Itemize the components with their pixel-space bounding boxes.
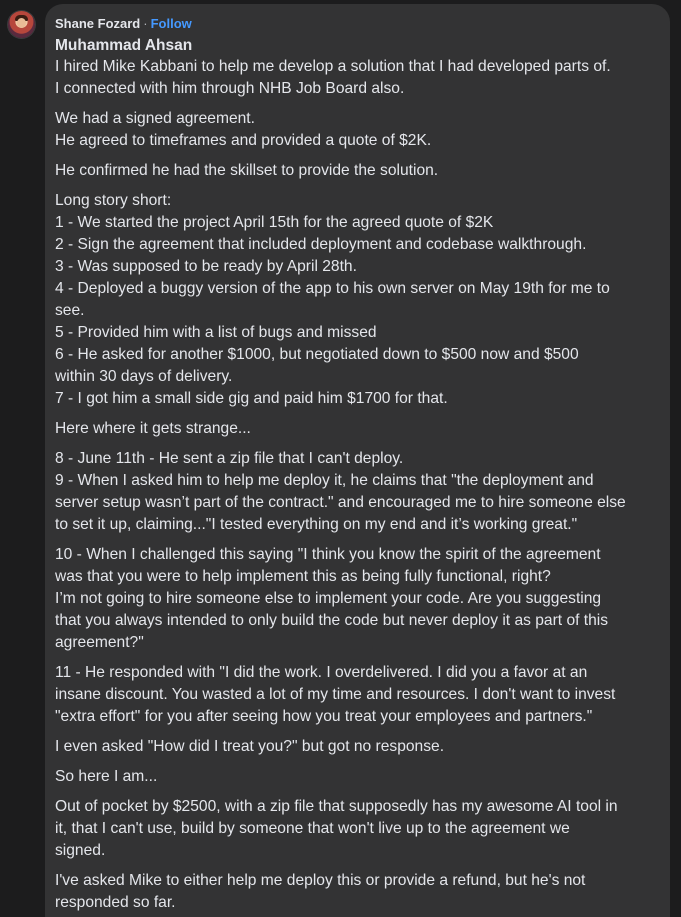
comment-line: I even asked "How did I treat you?" but got no response. bbox=[55, 738, 445, 755]
comment-line: I hired Mike Kabbani to help me develop a solution that I had developed parts of. bbox=[55, 58, 611, 75]
comment-paragraph bbox=[55, 160, 660, 182]
comment-line: 4 - Deployed a buggy version of the app to his own server on May 19th for me to bbox=[55, 280, 610, 297]
author-name[interactable]: Shane Fozard bbox=[55, 16, 141, 31]
comment-line: 6 - He asked for another $1000, but negotiated down to $500 now and $500 bbox=[55, 346, 579, 363]
comment-line: 5 - Provided him with a list of bugs and missed bbox=[55, 324, 377, 341]
comment-paragraph bbox=[55, 448, 660, 536]
comment-paragraph bbox=[55, 418, 660, 440]
comment-line: 9 - When I asked him to help me deploy it, he claims that "the deployment and bbox=[55, 472, 594, 489]
comment-line: to set it up, claiming..."I tested everything on my end and it’s working great." bbox=[55, 516, 578, 533]
comment-paragraph bbox=[55, 56, 660, 100]
comment-bubble bbox=[45, 4, 670, 917]
comment-line: that you always intended to only build the code but never deploy it as part of this bbox=[55, 612, 609, 629]
comment-line: Out of pocket by $2500, with a zip file that supposedly has my awesome AI tool in bbox=[55, 798, 618, 815]
comment-line: signed. bbox=[55, 842, 106, 859]
comment-line: He confirmed he had the skillset to provide the solution. bbox=[55, 162, 439, 179]
comment-paragraph bbox=[55, 662, 660, 728]
comment-line: I connected with him through NHB Job Board also. bbox=[55, 80, 405, 97]
comment-line: So here I am... bbox=[55, 768, 158, 785]
comment-line: 8 - June 11th - He sent a zip file that I can't deploy. bbox=[55, 450, 404, 467]
comment-line: Long story short: bbox=[55, 192, 172, 209]
comment-paragraph bbox=[55, 544, 660, 654]
comment-line: 7 - I got him a small side gig and paid him $1700 for that. bbox=[55, 390, 448, 407]
tagged-user[interactable]: Muhammad Ahsan bbox=[55, 37, 193, 54]
comment-header bbox=[55, 14, 660, 33]
comment-line: see. bbox=[55, 302, 85, 319]
comment-line: insane discount. You wasted a lot of my time and resources. I don't want to invest bbox=[55, 686, 616, 703]
comment-paragraph bbox=[55, 766, 660, 788]
comment-paragraph bbox=[55, 108, 660, 152]
comment-paragraph bbox=[55, 796, 660, 862]
comment-line: We had a signed agreement. bbox=[55, 110, 255, 127]
comment-line: 2 - Sign the agreement that included deployment and codebase walkthrough. bbox=[55, 236, 587, 253]
comment-paragraph bbox=[55, 190, 660, 410]
comment-line: "extra effort" for you after seeing how you treat your employees and partners." bbox=[55, 708, 593, 725]
comment-line: I’m not going to hire someone else to implement your code. Are you suggesting bbox=[55, 590, 602, 607]
comment-line: I've asked Mike to either help me deploy this or provide a refund, but he's not bbox=[55, 872, 586, 889]
comment-paragraph bbox=[55, 870, 660, 914]
comment-paragraph bbox=[55, 736, 660, 758]
comment-line: was that you were to help implement this as being fully functional, right? bbox=[55, 568, 551, 585]
comment-line: 10 - When I challenged this saying "I think you know the spirit of the agreement bbox=[55, 546, 601, 563]
comment-line: within 30 days of delivery. bbox=[55, 368, 233, 385]
comment-line: Here where it gets strange... bbox=[55, 420, 251, 437]
comment-line: responded so far. bbox=[55, 894, 176, 911]
comment-line: 1 - We started the project April 15th for the agreed quote of $2K bbox=[55, 214, 494, 231]
comment-line: He agreed to timeframes and provided a quote of $2K. bbox=[55, 132, 432, 149]
comment-line: server setup wasn’t part of the contract." and encouraged me to hire someone else bbox=[55, 494, 626, 511]
follow-button[interactable]: Follow bbox=[150, 16, 192, 31]
comment-line: 3 - Was supposed to be ready by April 28th. bbox=[55, 258, 357, 275]
avatar[interactable] bbox=[8, 11, 35, 38]
comment-line: agreement?" bbox=[55, 634, 144, 651]
comment-line: it, that I can't use, build by someone that won't live up to the agreement we bbox=[55, 820, 570, 837]
avatar-face bbox=[17, 18, 26, 28]
comment-body bbox=[55, 56, 660, 914]
separator-dot: · bbox=[143, 16, 148, 31]
comment-line: 11 - He responded with "I did the work. I overdelivered. I did you a favor at an bbox=[55, 664, 588, 681]
